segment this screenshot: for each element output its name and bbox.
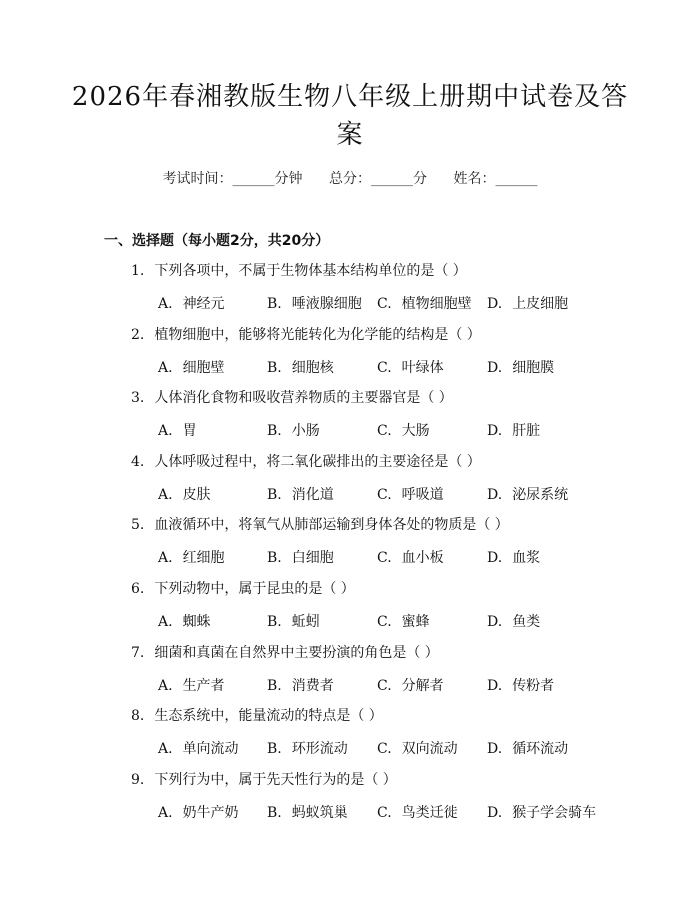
question-stem [131, 260, 467, 280]
option-b[interactable] [267, 547, 334, 567]
option-text: 奶牛产奶 [182, 804, 239, 821]
page-title: 2026年春湘教版生物八年级上册期中试卷及答案 [71, 82, 629, 150]
option-text: 分解者 [401, 677, 444, 694]
option-c[interactable] [377, 611, 430, 631]
question-text: 下列各项中，不属于生物体基本结构单位的是（ ） [154, 263, 467, 279]
question-number: 6. [131, 580, 145, 597]
question-stem [131, 578, 355, 598]
option-text: 蚂蚁筑巢 [291, 804, 348, 821]
option-text: 白细胞 [291, 550, 334, 567]
option-letter: C. [377, 677, 392, 694]
option-letter: A. [158, 423, 173, 440]
question-stem [131, 387, 453, 407]
option-letter: C. [377, 296, 392, 312]
option-text: 上皮细胞 [512, 296, 569, 312]
option-d[interactable] [487, 420, 540, 440]
question-number: 8. [131, 708, 145, 725]
exam-time-label: 考试时间：______分钟 [162, 171, 303, 187]
option-c[interactable] [377, 357, 444, 377]
option-letter: C. [377, 550, 392, 567]
option-text: 唾液腺细胞 [291, 296, 362, 312]
question-text: 人体呼吸过程中，将二氧化碳排出的主要途径是（ ） [154, 453, 481, 470]
option-letter: D. [487, 677, 503, 694]
question-text: 血液循环中，将氧气从肺部运输到身体各处的物质是（ ） [154, 517, 509, 534]
question-item [0, 447, 700, 511]
option-d[interactable] [487, 611, 540, 631]
question-text: 细菌和真菌在自然界中主要扮演的角色是（ ） [154, 644, 439, 661]
question-text: 下列行为中，属于先天性行为的是（ ） [154, 771, 397, 788]
option-text: 传粉者 [512, 677, 555, 694]
question-item [0, 574, 700, 638]
option-d[interactable] [487, 738, 568, 758]
option-text: 蚯蚓 [291, 613, 320, 630]
option-text: 环形流动 [291, 741, 348, 758]
option-b[interactable] [267, 611, 320, 631]
option-letter: A. [158, 804, 173, 821]
option-text: 胃 [182, 423, 197, 440]
option-text: 循环流动 [512, 741, 569, 758]
option-letter: C. [377, 359, 392, 376]
option-c[interactable] [377, 420, 430, 440]
option-b[interactable] [267, 484, 334, 504]
option-c[interactable] [377, 675, 444, 695]
option-a[interactable] [158, 738, 239, 758]
option-text: 小肠 [291, 423, 320, 440]
option-letter: A. [158, 359, 173, 376]
question-item [0, 638, 700, 702]
question-item [0, 701, 700, 765]
question-text: 人体消化食物和吸收营养物质的主要器官是（ ） [154, 390, 453, 407]
option-text: 生产者 [182, 677, 225, 694]
question-stem [131, 642, 439, 662]
option-letter: B. [267, 804, 282, 821]
option-letter: B. [267, 741, 282, 758]
question-number: 5. [131, 517, 145, 534]
option-a[interactable] [158, 293, 225, 313]
question-number: 4. [131, 453, 145, 470]
option-text: 肝脏 [512, 423, 541, 440]
question-stem [131, 324, 481, 344]
option-b[interactable] [267, 802, 348, 822]
exam-info-line [0, 168, 700, 188]
question-stem [131, 769, 397, 789]
question-text: 植物细胞中，能够将光能转化为化学能的结构是（ ） [154, 326, 481, 343]
name-label: 姓名：______ [453, 171, 538, 187]
option-a[interactable] [158, 484, 211, 504]
option-b[interactable] [267, 675, 334, 695]
option-text: 消化道 [291, 486, 334, 503]
option-d[interactable] [487, 293, 568, 313]
option-letter: B. [267, 296, 282, 312]
option-text: 猴子学会骑车 [512, 804, 597, 821]
question-number: 3. [131, 390, 145, 407]
option-text: 双向流动 [401, 741, 458, 758]
option-letter: A. [158, 677, 173, 694]
question-stem [131, 451, 481, 471]
question-item [0, 320, 700, 384]
option-letter: B. [267, 613, 282, 630]
option-c[interactable] [377, 293, 472, 313]
option-text: 蜘蛛 [182, 613, 211, 630]
option-letter: B. [267, 423, 282, 440]
option-a[interactable] [158, 611, 211, 631]
option-letter: B. [267, 359, 282, 376]
option-text: 红细胞 [182, 550, 225, 567]
option-letter: D. [487, 804, 503, 821]
option-b[interactable] [267, 420, 320, 440]
option-text: 鸟类迁徙 [401, 804, 458, 821]
option-letter: A. [158, 741, 173, 758]
option-text: 血小板 [401, 550, 444, 567]
option-d[interactable] [487, 547, 540, 567]
option-letter: B. [267, 550, 282, 567]
option-letter: D. [487, 296, 503, 312]
option-letter: C. [377, 613, 392, 630]
option-a[interactable] [158, 802, 239, 822]
option-letter: B. [267, 677, 282, 694]
option-letter: A. [158, 550, 173, 567]
option-text: 皮肤 [182, 486, 211, 503]
question-stem [131, 514, 509, 534]
option-c[interactable] [377, 738, 458, 758]
option-letter: D. [487, 486, 503, 503]
option-text: 蜜蜂 [401, 613, 430, 630]
option-text: 细胞壁 [182, 359, 225, 376]
section-heading: 一、选择题（每小题2分，共20分） [104, 233, 330, 249]
option-text: 血浆 [512, 550, 541, 567]
option-b[interactable] [267, 738, 348, 758]
option-a[interactable] [158, 357, 225, 377]
question-item [0, 256, 700, 320]
option-d[interactable] [487, 675, 554, 695]
option-a[interactable] [158, 547, 225, 567]
option-a[interactable] [158, 675, 225, 695]
option-text: 神经元 [182, 296, 225, 312]
option-text: 泌尿系统 [512, 486, 569, 503]
option-b[interactable] [267, 293, 362, 313]
option-b[interactable] [267, 357, 334, 377]
option-d[interactable] [487, 357, 554, 377]
option-letter: D. [487, 423, 503, 440]
option-text: 鱼类 [512, 613, 541, 630]
question-number: 1. [131, 263, 145, 279]
option-text: 消费者 [291, 677, 334, 694]
question-number: 9. [131, 771, 145, 788]
option-letter: B. [267, 486, 282, 503]
option-letter: A. [158, 296, 173, 312]
option-text: 单向流动 [182, 741, 239, 758]
option-letter: C. [377, 423, 392, 440]
option-text: 细胞核 [291, 359, 334, 376]
option-letter: D. [487, 550, 503, 567]
option-text: 细胞膜 [512, 359, 555, 376]
option-c[interactable] [377, 802, 458, 822]
option-c[interactable] [377, 547, 444, 567]
option-d[interactable] [487, 484, 568, 504]
option-letter: A. [158, 613, 173, 630]
question-number: 7. [131, 644, 145, 661]
option-letter: D. [487, 613, 503, 630]
question-stem [131, 705, 383, 725]
option-letter: C. [377, 486, 392, 503]
option-text: 植物细胞壁 [401, 296, 472, 312]
question-item [0, 765, 700, 829]
question-item [0, 510, 700, 574]
option-letter: D. [487, 741, 503, 758]
option-text: 大肠 [401, 423, 430, 440]
question-text: 生态系统中，能量流动的特点是（ ） [154, 708, 383, 725]
question-text: 下列动物中，属于昆虫的是（ ） [154, 580, 355, 597]
option-letter: D. [487, 359, 503, 376]
option-letter: C. [377, 741, 392, 758]
total-score-label: 总分：______分 [329, 171, 427, 187]
question-item [0, 383, 700, 447]
option-text: 呼吸道 [401, 486, 444, 503]
question-number: 2. [131, 326, 145, 343]
option-letter: C. [377, 804, 392, 821]
option-letter: A. [158, 486, 173, 503]
option-c[interactable] [377, 484, 444, 504]
option-text: 叶绿体 [401, 359, 444, 376]
option-a[interactable] [158, 420, 197, 440]
option-d[interactable] [487, 802, 596, 822]
question-list [0, 256, 700, 828]
